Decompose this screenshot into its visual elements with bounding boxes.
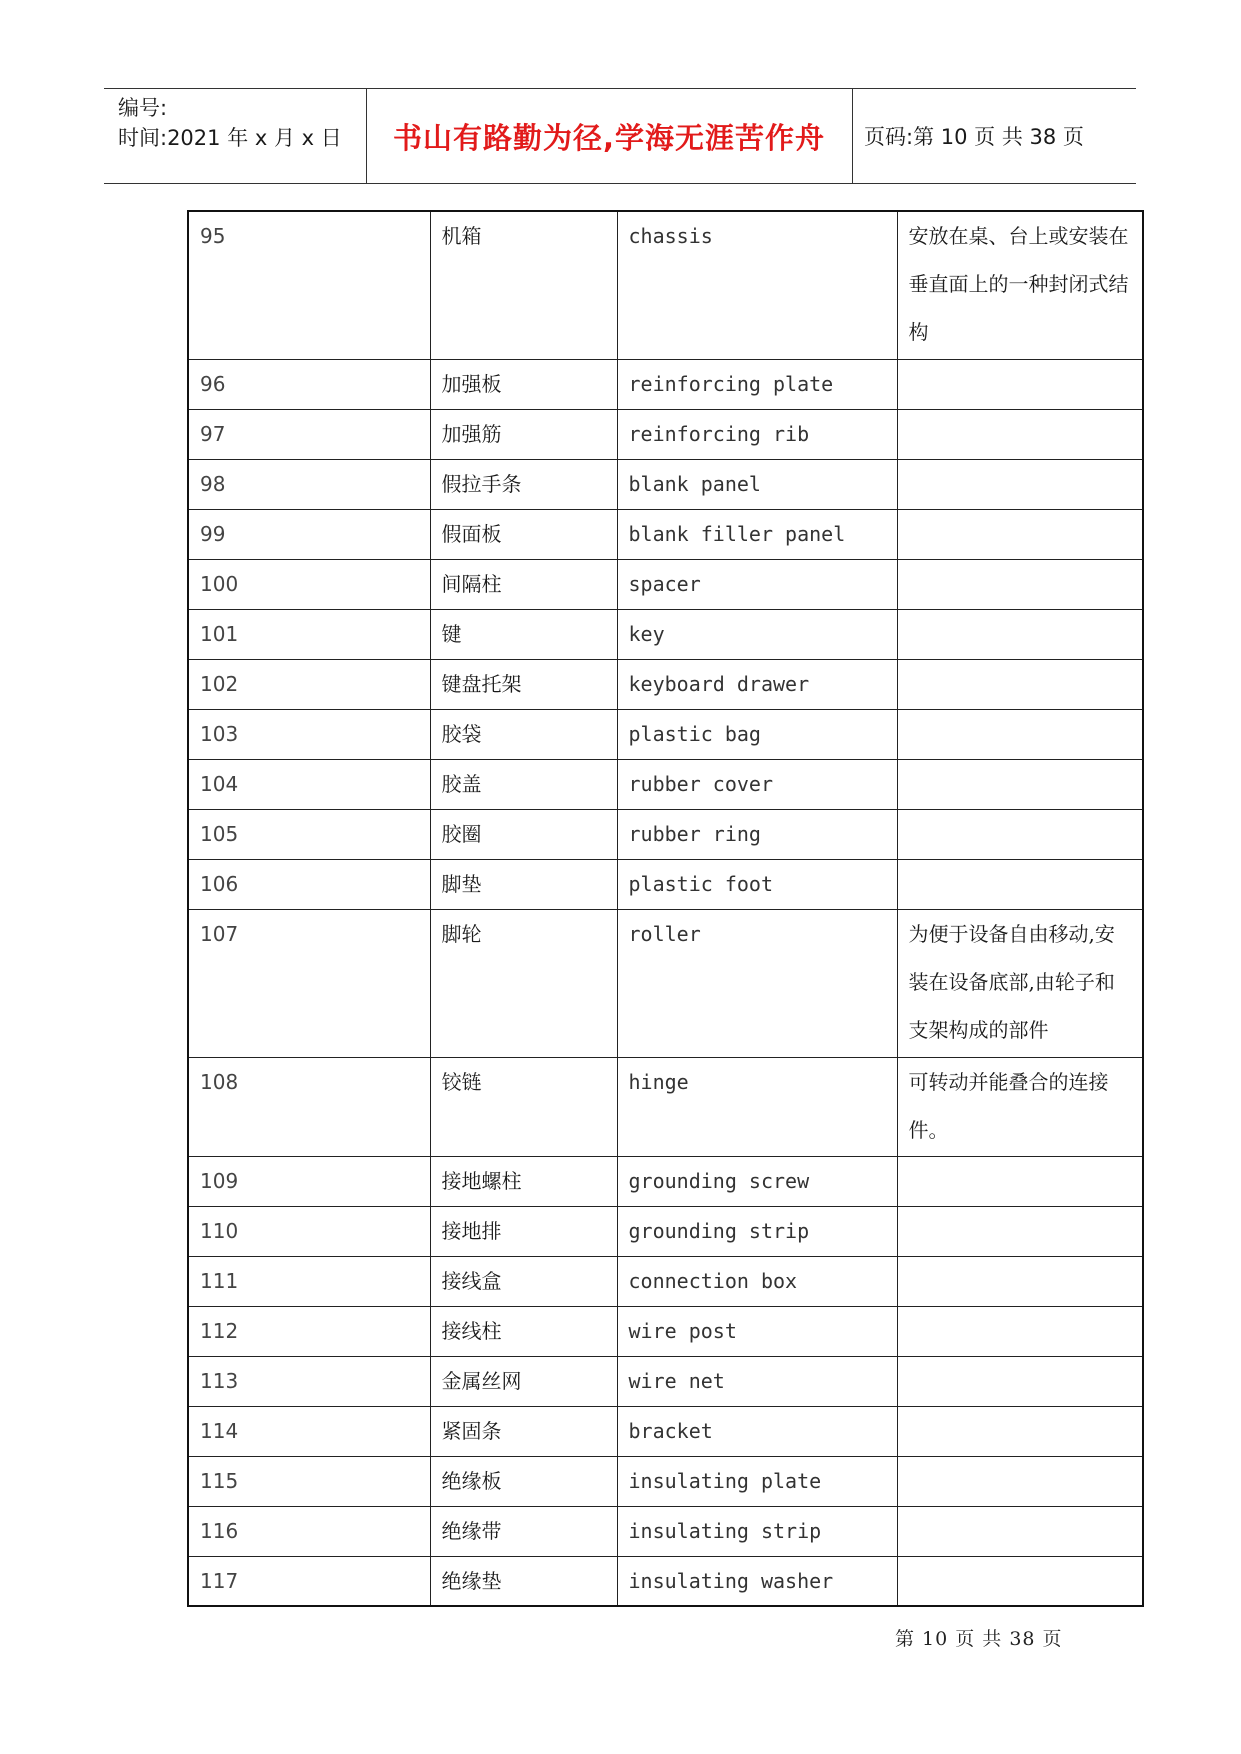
term-english: plastic foot <box>617 859 897 909</box>
row-number: 111 <box>188 1256 430 1306</box>
row-number: 106 <box>188 859 430 909</box>
term-note: 为便于设备自由移动,安装在设备底部,由轮子和支架构成的部件 <box>897 909 1143 1057</box>
row-number: 108 <box>188 1057 430 1156</box>
page-footer: 第 10 页 共 38 页 <box>895 1628 1063 1650</box>
time-label: 时间:2021 年 x 月 x 日 <box>118 126 342 150</box>
row-number: 109 <box>188 1156 430 1206</box>
term-english: keyboard drawer <box>617 659 897 709</box>
table-row <box>188 1306 1143 1356</box>
term-english: rubber ring <box>617 809 897 859</box>
term-chinese: 键 <box>430 609 617 659</box>
table-row <box>188 509 1143 559</box>
table-row <box>188 1256 1143 1306</box>
header-page-label: 页码:第 10 页 共 38 页 <box>864 125 1084 149</box>
row-number: 99 <box>188 509 430 559</box>
term-english: spacer <box>617 559 897 609</box>
table-row <box>188 1456 1143 1506</box>
term-english: rubber cover <box>617 759 897 809</box>
term-chinese: 接地螺柱 <box>430 1156 617 1206</box>
table-row <box>188 609 1143 659</box>
table-row <box>188 409 1143 459</box>
term-note <box>897 409 1143 459</box>
term-chinese: 机箱 <box>430 211 617 359</box>
row-number: 115 <box>188 1456 430 1506</box>
table-row <box>188 659 1143 709</box>
term-chinese: 加强板 <box>430 359 617 409</box>
term-english: reinforcing plate <box>617 359 897 409</box>
term-chinese: 绝缘带 <box>430 1506 617 1556</box>
term-english: insulating washer <box>617 1556 897 1606</box>
glossary-table <box>187 210 1144 1607</box>
term-chinese: 接地排 <box>430 1206 617 1256</box>
row-number: 107 <box>188 909 430 1057</box>
term-chinese: 绝缘垫 <box>430 1556 617 1606</box>
row-number: 112 <box>188 1306 430 1356</box>
term-chinese: 铰链 <box>430 1057 617 1156</box>
row-number: 97 <box>188 409 430 459</box>
row-number: 103 <box>188 709 430 759</box>
term-english: key <box>617 609 897 659</box>
row-number: 110 <box>188 1206 430 1256</box>
term-note <box>897 659 1143 709</box>
term-english: bracket <box>617 1406 897 1456</box>
row-number: 100 <box>188 559 430 609</box>
header-meta <box>118 93 358 153</box>
term-english: wire post <box>617 1306 897 1356</box>
term-note <box>897 559 1143 609</box>
term-note <box>897 1206 1143 1256</box>
row-number: 113 <box>188 1356 430 1406</box>
page-header <box>104 88 1136 184</box>
table-row <box>188 359 1143 409</box>
term-english: reinforcing rib <box>617 409 897 459</box>
term-note <box>897 1406 1143 1456</box>
term-note <box>897 759 1143 809</box>
term-chinese: 接线柱 <box>430 1306 617 1356</box>
table-row <box>188 909 1143 1057</box>
table-row <box>188 709 1143 759</box>
table-row <box>188 1556 1143 1606</box>
term-english: grounding strip <box>617 1206 897 1256</box>
term-note <box>897 1356 1143 1406</box>
term-english: blank filler panel <box>617 509 897 559</box>
table-row <box>188 759 1143 809</box>
term-note <box>897 809 1143 859</box>
term-note <box>897 709 1143 759</box>
term-chinese: 假面板 <box>430 509 617 559</box>
term-note <box>897 1156 1143 1206</box>
row-number: 117 <box>188 1556 430 1606</box>
row-number: 116 <box>188 1506 430 1556</box>
term-english: insulating plate <box>617 1456 897 1506</box>
row-number: 104 <box>188 759 430 809</box>
term-english: roller <box>617 909 897 1057</box>
term-note <box>897 609 1143 659</box>
header-motto: 书山有路勤为径,学海无涯苦作舟 <box>392 120 826 155</box>
term-chinese: 胶圈 <box>430 809 617 859</box>
term-chinese: 脚轮 <box>430 909 617 1057</box>
row-number: 95 <box>188 211 430 359</box>
term-english: insulating strip <box>617 1506 897 1556</box>
term-chinese: 胶袋 <box>430 709 617 759</box>
term-english: blank panel <box>617 459 897 509</box>
term-chinese: 胶盖 <box>430 759 617 809</box>
table-row <box>188 559 1143 609</box>
term-note <box>897 1306 1143 1356</box>
term-english: connection box <box>617 1256 897 1306</box>
term-english: hinge <box>617 1057 897 1156</box>
term-chinese: 脚垫 <box>430 859 617 909</box>
table-row <box>188 1206 1143 1256</box>
row-number: 114 <box>188 1406 430 1456</box>
term-english: chassis <box>617 211 897 359</box>
table-row <box>188 211 1143 359</box>
row-number: 102 <box>188 659 430 709</box>
row-number: 105 <box>188 809 430 859</box>
term-note: 可转动并能叠合的连接件。 <box>897 1057 1143 1156</box>
table-row <box>188 809 1143 859</box>
row-number: 101 <box>188 609 430 659</box>
term-chinese: 绝缘板 <box>430 1456 617 1506</box>
term-chinese: 假拉手条 <box>430 459 617 509</box>
term-chinese: 金属丝网 <box>430 1356 617 1406</box>
table-row <box>188 859 1143 909</box>
table-row <box>188 459 1143 509</box>
term-note <box>897 509 1143 559</box>
term-note: 安放在桌、台上或安装在垂直面上的一种封闭式结构 <box>897 211 1143 359</box>
term-note <box>897 359 1143 409</box>
term-note <box>897 1256 1143 1306</box>
row-number: 96 <box>188 359 430 409</box>
table-row <box>188 1356 1143 1406</box>
row-number: 98 <box>188 459 430 509</box>
term-chinese: 紧固条 <box>430 1406 617 1456</box>
glossary-body <box>188 211 1143 1606</box>
term-note <box>897 1456 1143 1506</box>
term-english: grounding screw <box>617 1156 897 1206</box>
table-row <box>188 1506 1143 1556</box>
term-chinese: 接线盒 <box>430 1256 617 1306</box>
term-note <box>897 459 1143 509</box>
term-note <box>897 1506 1143 1556</box>
table-row <box>188 1406 1143 1456</box>
term-note <box>897 1556 1143 1606</box>
term-english: plastic bag <box>617 709 897 759</box>
serial-label: 编号: <box>118 96 168 120</box>
term-english: wire net <box>617 1356 897 1406</box>
term-chinese: 键盘托架 <box>430 659 617 709</box>
term-chinese: 间隔柱 <box>430 559 617 609</box>
table-row <box>188 1057 1143 1156</box>
term-note <box>897 859 1143 909</box>
table-row <box>188 1156 1143 1206</box>
term-chinese: 加强筋 <box>430 409 617 459</box>
header-divider <box>852 89 853 183</box>
